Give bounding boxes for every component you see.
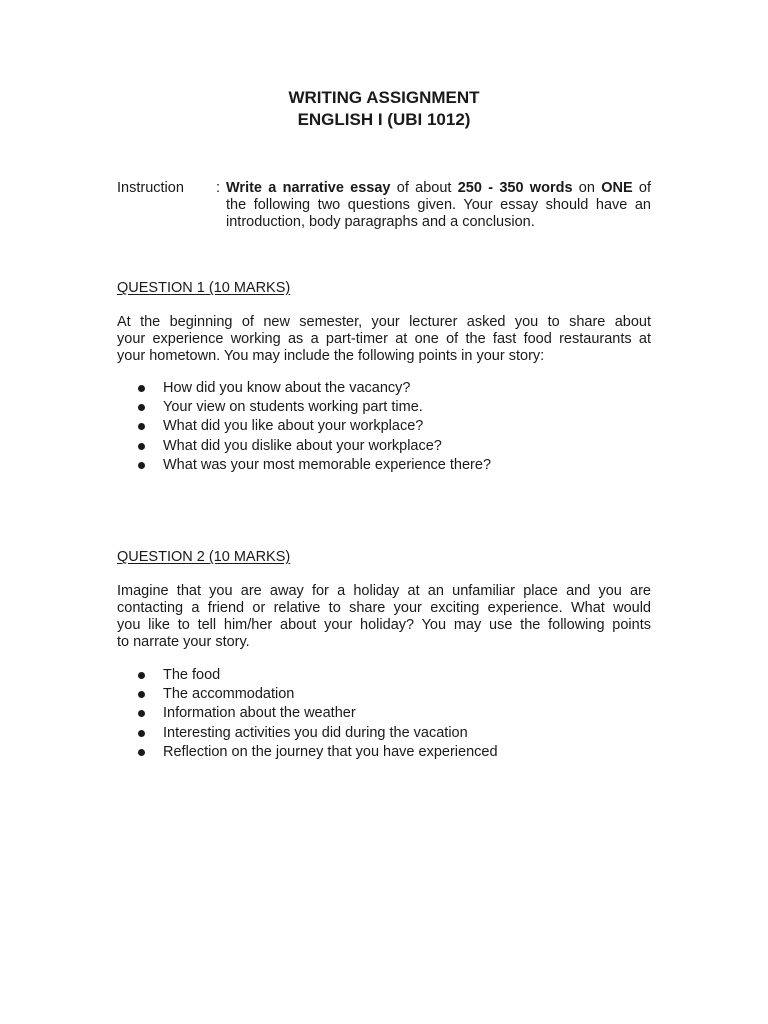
bullet-icon xyxy=(138,730,145,737)
bullet-text: Reflection on the journey that you have experienced xyxy=(163,743,498,760)
list-item xyxy=(0,399,768,418)
bullet-text: Interesting activities you did during the vacation xyxy=(163,724,468,741)
bullet-text: How did you know about the vacancy? xyxy=(163,380,411,396)
question-1-bullet-list xyxy=(0,380,768,476)
list-item xyxy=(0,725,768,744)
question-2-bullet-list xyxy=(0,667,768,763)
instruction-bold-text: 250 - 350 words xyxy=(457,180,573,196)
instruction-line: the following two questions given. Your essay should have an xyxy=(226,197,651,213)
list-item xyxy=(0,438,768,457)
instruction-bold-text: ONE xyxy=(601,180,633,196)
bullet-text: Your view on students working part time. xyxy=(163,399,423,416)
bullet-icon xyxy=(138,404,145,411)
paragraph-line: to narrate your story. xyxy=(117,634,250,650)
bullet-icon xyxy=(138,749,145,756)
bullet-icon xyxy=(138,672,145,679)
instruction-bold-text: Write a narrative essay xyxy=(226,180,391,196)
list-item xyxy=(0,457,768,476)
document-title: WRITING ASSIGNMENT xyxy=(288,88,480,107)
instruction-text xyxy=(226,180,651,231)
bullet-icon xyxy=(138,462,145,469)
bullet-text: What did you dislike about your workplace? xyxy=(163,437,442,454)
bullet-text: What did you like about your workplace? xyxy=(163,418,424,435)
list-item xyxy=(0,418,768,437)
paragraph-line: you like to tell him/her about your holiday? You may use the following points xyxy=(117,617,651,633)
paragraph-line: contacting a friend or relative to share your exciting experience. What would xyxy=(117,600,651,616)
instruction-colon: : xyxy=(216,180,221,196)
instruction-label: Instruction xyxy=(117,180,184,196)
bullet-icon xyxy=(138,443,145,450)
paragraph-line: Imagine that you are away for a holiday at an unfamiliar place and you are xyxy=(117,583,651,599)
question-2-paragraph xyxy=(117,583,651,651)
paragraph-line: At the beginning of new semester, your lecturer asked you to share about xyxy=(117,314,651,330)
list-item xyxy=(0,686,768,705)
document-subtitle: ENGLISH I (UBI 1012) xyxy=(297,110,471,129)
instruction-line: introduction, body paragraphs and a conclusion. xyxy=(226,214,535,230)
instruction-line xyxy=(226,180,651,197)
bullet-text: What was your most memorable experience there? xyxy=(163,456,492,473)
bullet-icon xyxy=(138,385,145,392)
instruction-text-segment: on xyxy=(572,180,602,196)
paragraph-line: your experience working as a part-timer at one of the fast food restaurants at xyxy=(117,331,651,347)
bullet-icon xyxy=(138,691,145,698)
question-1-paragraph xyxy=(117,314,651,365)
bullet-icon xyxy=(138,423,145,430)
bullet-text: The accommodation xyxy=(163,686,295,703)
list-item xyxy=(0,667,768,686)
list-item xyxy=(0,744,768,763)
question-1-heading: QUESTION 1 (10 MARKS) xyxy=(117,280,291,296)
bullet-text: The food xyxy=(163,667,221,683)
instruction-text-segment: of about xyxy=(390,180,458,196)
question-2-heading: QUESTION 2 (10 MARKS) xyxy=(117,549,291,565)
instruction-text-segment: of xyxy=(632,180,652,196)
list-item xyxy=(0,380,768,399)
bullet-text: Information about the weather xyxy=(163,705,356,722)
bullet-icon xyxy=(138,710,145,717)
paragraph-line: your hometown. You may include the following points in your story: xyxy=(117,348,545,364)
list-item xyxy=(0,705,768,724)
